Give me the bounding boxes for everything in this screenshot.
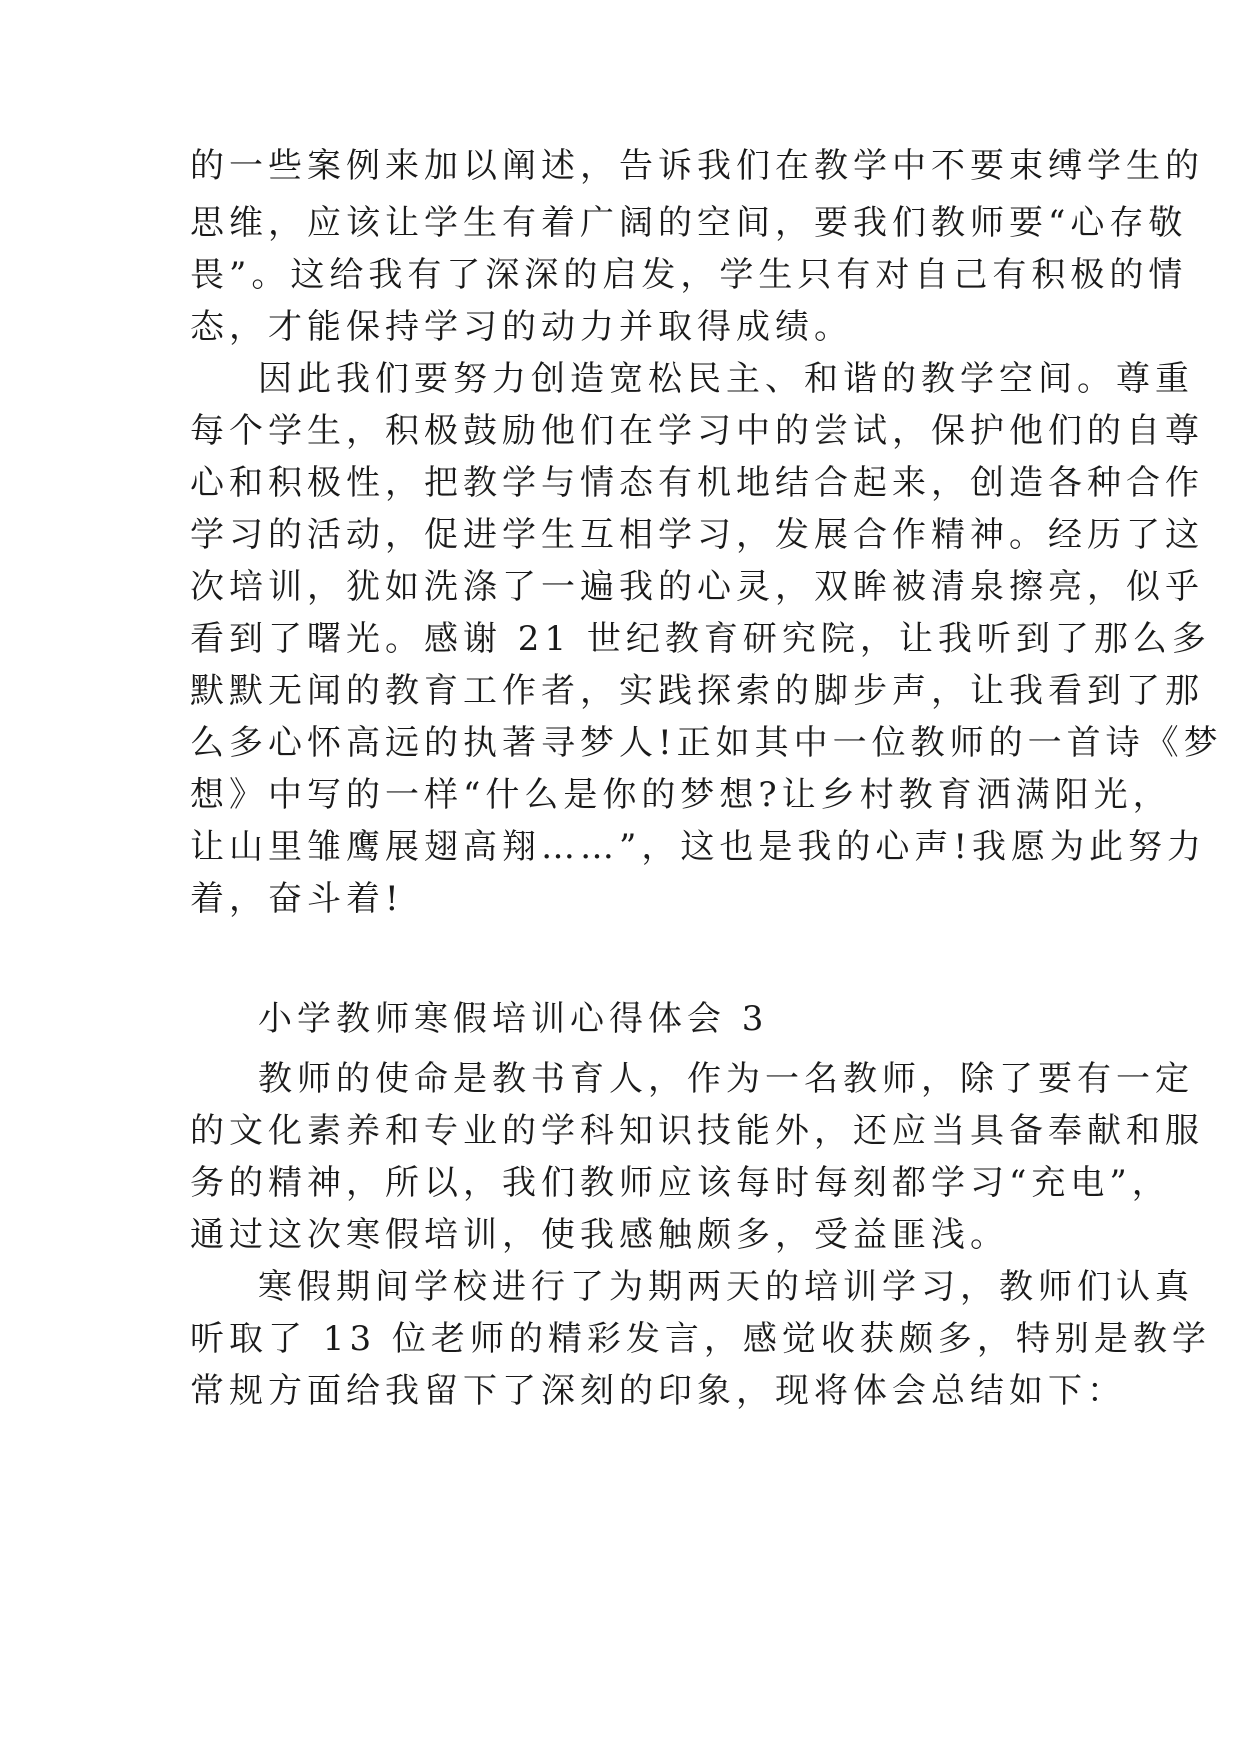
paragraph-4-line-1: 寒假期间学校进行了为期两天的培训学习，教师们认真: [258, 1267, 1194, 1307]
paragraph-2-line-11: 着，奋斗着!: [190, 879, 404, 919]
paragraph-1-line-4: 态，才能保持学习的动力并取得成绩。: [190, 307, 853, 347]
paragraph-1-line-1: 的一些案例来加以阐述，告诉我们在教学中不要束缚学生的: [190, 146, 1204, 186]
paragraph-2-line-9: 想》中写的一样“什么是你的梦想?让乡村教育洒满阳光，: [190, 775, 1172, 815]
paragraph-2-line-1: 因此我们要努力创造宽松民主、和谐的教学空间。尊重: [258, 359, 1194, 399]
paragraph-3-line-1: 教师的使命是教书育人，作为一名教师，除了要有一定: [258, 1059, 1194, 1099]
paragraph-2-line-8: 么多心怀高远的执著寻梦人!正如其中一位教师的一首诗《梦: [190, 723, 1223, 763]
paragraph-3-line-2: 的文化素养和专业的学科知识技能外，还应当具备奉献和服: [190, 1111, 1204, 1151]
paragraph-2-line-2: 每个学生，积极鼓励他们在学习中的尝试，保护他们的自尊: [190, 411, 1204, 451]
paragraph-4-line-3: 常规方面给我留下了深刻的印象，现将体会总结如下：: [190, 1371, 1126, 1411]
paragraph-1-line-2: 思维，应该让学生有着广阔的空间，要我们教师要“心存敬: [190, 203, 1188, 243]
paragraph-2-line-4: 学习的活动，促进学生互相学习，发展合作精神。经历了这: [190, 515, 1204, 555]
paragraph-2-line-7: 默默无闻的教育工作者，实践探索的脚步声，让我看到了那: [190, 671, 1204, 711]
paragraph-1-line-3: 畏”。这给我有了深深的启发，学生只有对自己有积极的情: [190, 255, 1188, 295]
paragraph-3-line-3: 务的精神，所以，我们教师应该每时每刻都学习“充电”，: [190, 1163, 1171, 1203]
paragraph-3-line-4: 通过这次寒假培训，使我感触颇多，受益匪浅。: [190, 1215, 1009, 1255]
paragraph-4-line-2: 听取了 13 位老师的精彩发言，感觉收获颇多，特别是教学: [190, 1319, 1211, 1359]
paragraph-2-line-3: 心和积极性，把教学与情态有机地结合起来，创造各种合作: [190, 463, 1204, 503]
paragraph-2-line-6: 看到了曙光。感谢 21 世纪教育研究院，让我听到了那么多: [190, 619, 1211, 659]
section-title: 小学教师寒假培训心得体会 3: [258, 999, 769, 1039]
paragraph-2-line-5: 次培训，犹如洗涤了一遍我的心灵，双眸被清泉擦亮，似乎: [190, 567, 1204, 607]
paragraph-2-line-10: 让山里雏鹰展翅高翔……”，这也是我的心声!我愿为此努力: [190, 827, 1207, 867]
